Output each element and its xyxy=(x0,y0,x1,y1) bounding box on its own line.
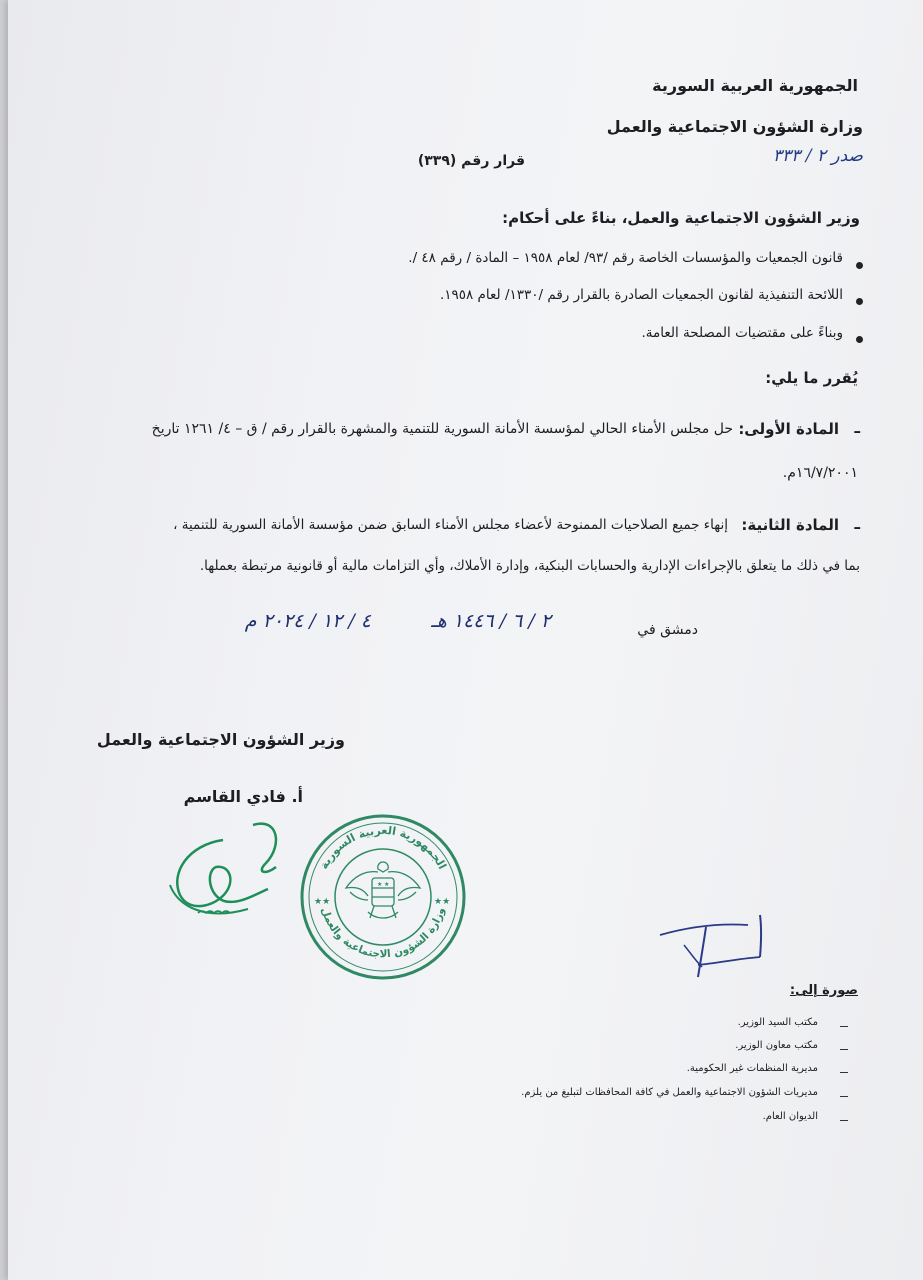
signature-name: أ. فادي القاسم xyxy=(183,787,303,806)
preamble-item: قانون الجمعيات والمؤسسات الخاصة رقم /٩٣/ لعام ١٩٥٨ – المادة / رقم ٤٨ /. xyxy=(408,250,843,266)
signature-title: وزير الشؤون الاجتماعية والعمل xyxy=(96,730,345,749)
svg-text:★: ★ xyxy=(377,881,383,888)
list-dash xyxy=(840,1049,848,1050)
copies-item: مكتب معاون الوزير. xyxy=(735,1040,818,1051)
svg-text:★★: ★★ xyxy=(314,897,331,907)
copies-item: مديرية المنظمات غير الحكومية. xyxy=(686,1063,818,1074)
article-1-label: المادة الأولى: xyxy=(738,420,839,438)
list-dash xyxy=(840,1026,848,1027)
article-2-label: المادة الثانية: xyxy=(741,516,839,534)
list-dash xyxy=(840,1120,848,1121)
stamp-inner-text: وزارة الشؤون الاجتماعية والعمل xyxy=(318,906,448,961)
eagle-emblem-icon xyxy=(346,862,420,918)
bullet-icon xyxy=(856,298,863,305)
stamp-outer-text: الجمهورية العربية السورية xyxy=(317,823,449,872)
header-ministry: وزارة الشؤون الاجتماعية والعمل xyxy=(606,117,863,136)
bullet-icon xyxy=(856,336,863,343)
article-2-text-line2: بما في ذلك ما يتعلق بالإجراءات الإدارية والحسابات البنكية، وإدارة الأملاك، وأي التزامات مالية أو قانونية مرتبطة بعملها. xyxy=(199,558,860,574)
list-dash xyxy=(840,1072,848,1073)
article-2-text-line1: إنهاء جميع الصلاحيات الممنوحة لأعضاء مجلس الأمناء السابق ضمن مؤسسة الأمانة السورية للتنمية ، xyxy=(173,517,728,533)
preamble-intro: وزير الشؤون الاجتماعية والعمل، بناءً على أحكام: xyxy=(502,209,860,227)
date-hijri: ٢ / ٦ / ١٤٤٦ هـ xyxy=(431,610,551,632)
header-country: الجمهورية العربية السورية xyxy=(652,76,858,95)
article-dash: – xyxy=(853,422,861,440)
article-1-text-line1: حل مجلس الأمناء الحالي لمؤسسة الأمانة السورية للتنمية والمشهرة بالقرار رقم / ق – ٤/ ١٢٦١ تاريخ xyxy=(151,421,733,437)
list-dash xyxy=(840,1096,848,1097)
svg-text:★: ★ xyxy=(384,881,390,888)
bullet-icon xyxy=(856,262,863,269)
decision-number: قرار رقم (٣٣٩) xyxy=(417,153,525,169)
handwritten-signature xyxy=(158,815,308,935)
date-gregorian: ٤ / ١٢ / ٢٠٢٤ م xyxy=(244,610,371,632)
svg-text:★★: ★★ xyxy=(434,897,451,907)
article-dash: – xyxy=(853,518,861,536)
document-page xyxy=(8,0,923,1280)
copies-item: الديوان العام. xyxy=(762,1111,818,1122)
decides-heading: يُقرر ما يلي: xyxy=(765,369,858,387)
preamble-item: اللائحة التنفيذية لقانون الجمعيات الصادرة بالقرار رقم /١٣٣٠/ لعام ١٩٥٨. xyxy=(439,287,843,303)
preamble-item: وبناءً على مقتضيات المصلحة العامة. xyxy=(641,325,843,341)
copies-item: مديريات الشؤون الاجتماعية والعمل في كافة المحافظات لتبليغ من يلزم. xyxy=(521,1087,818,1098)
copies-item: مكتب السيد الوزير. xyxy=(737,1017,818,1028)
official-stamp-icon xyxy=(298,812,468,982)
article-1-text-line2: ١٦/٧/٢٠٠١م. xyxy=(782,465,858,481)
handwritten-reference: صدر ٢ / ٣٣٣ xyxy=(772,146,863,166)
handwritten-initials xyxy=(648,905,778,985)
copies-heading: صورة إلى: xyxy=(789,983,858,998)
date-prefix: دمشق في xyxy=(637,622,698,638)
